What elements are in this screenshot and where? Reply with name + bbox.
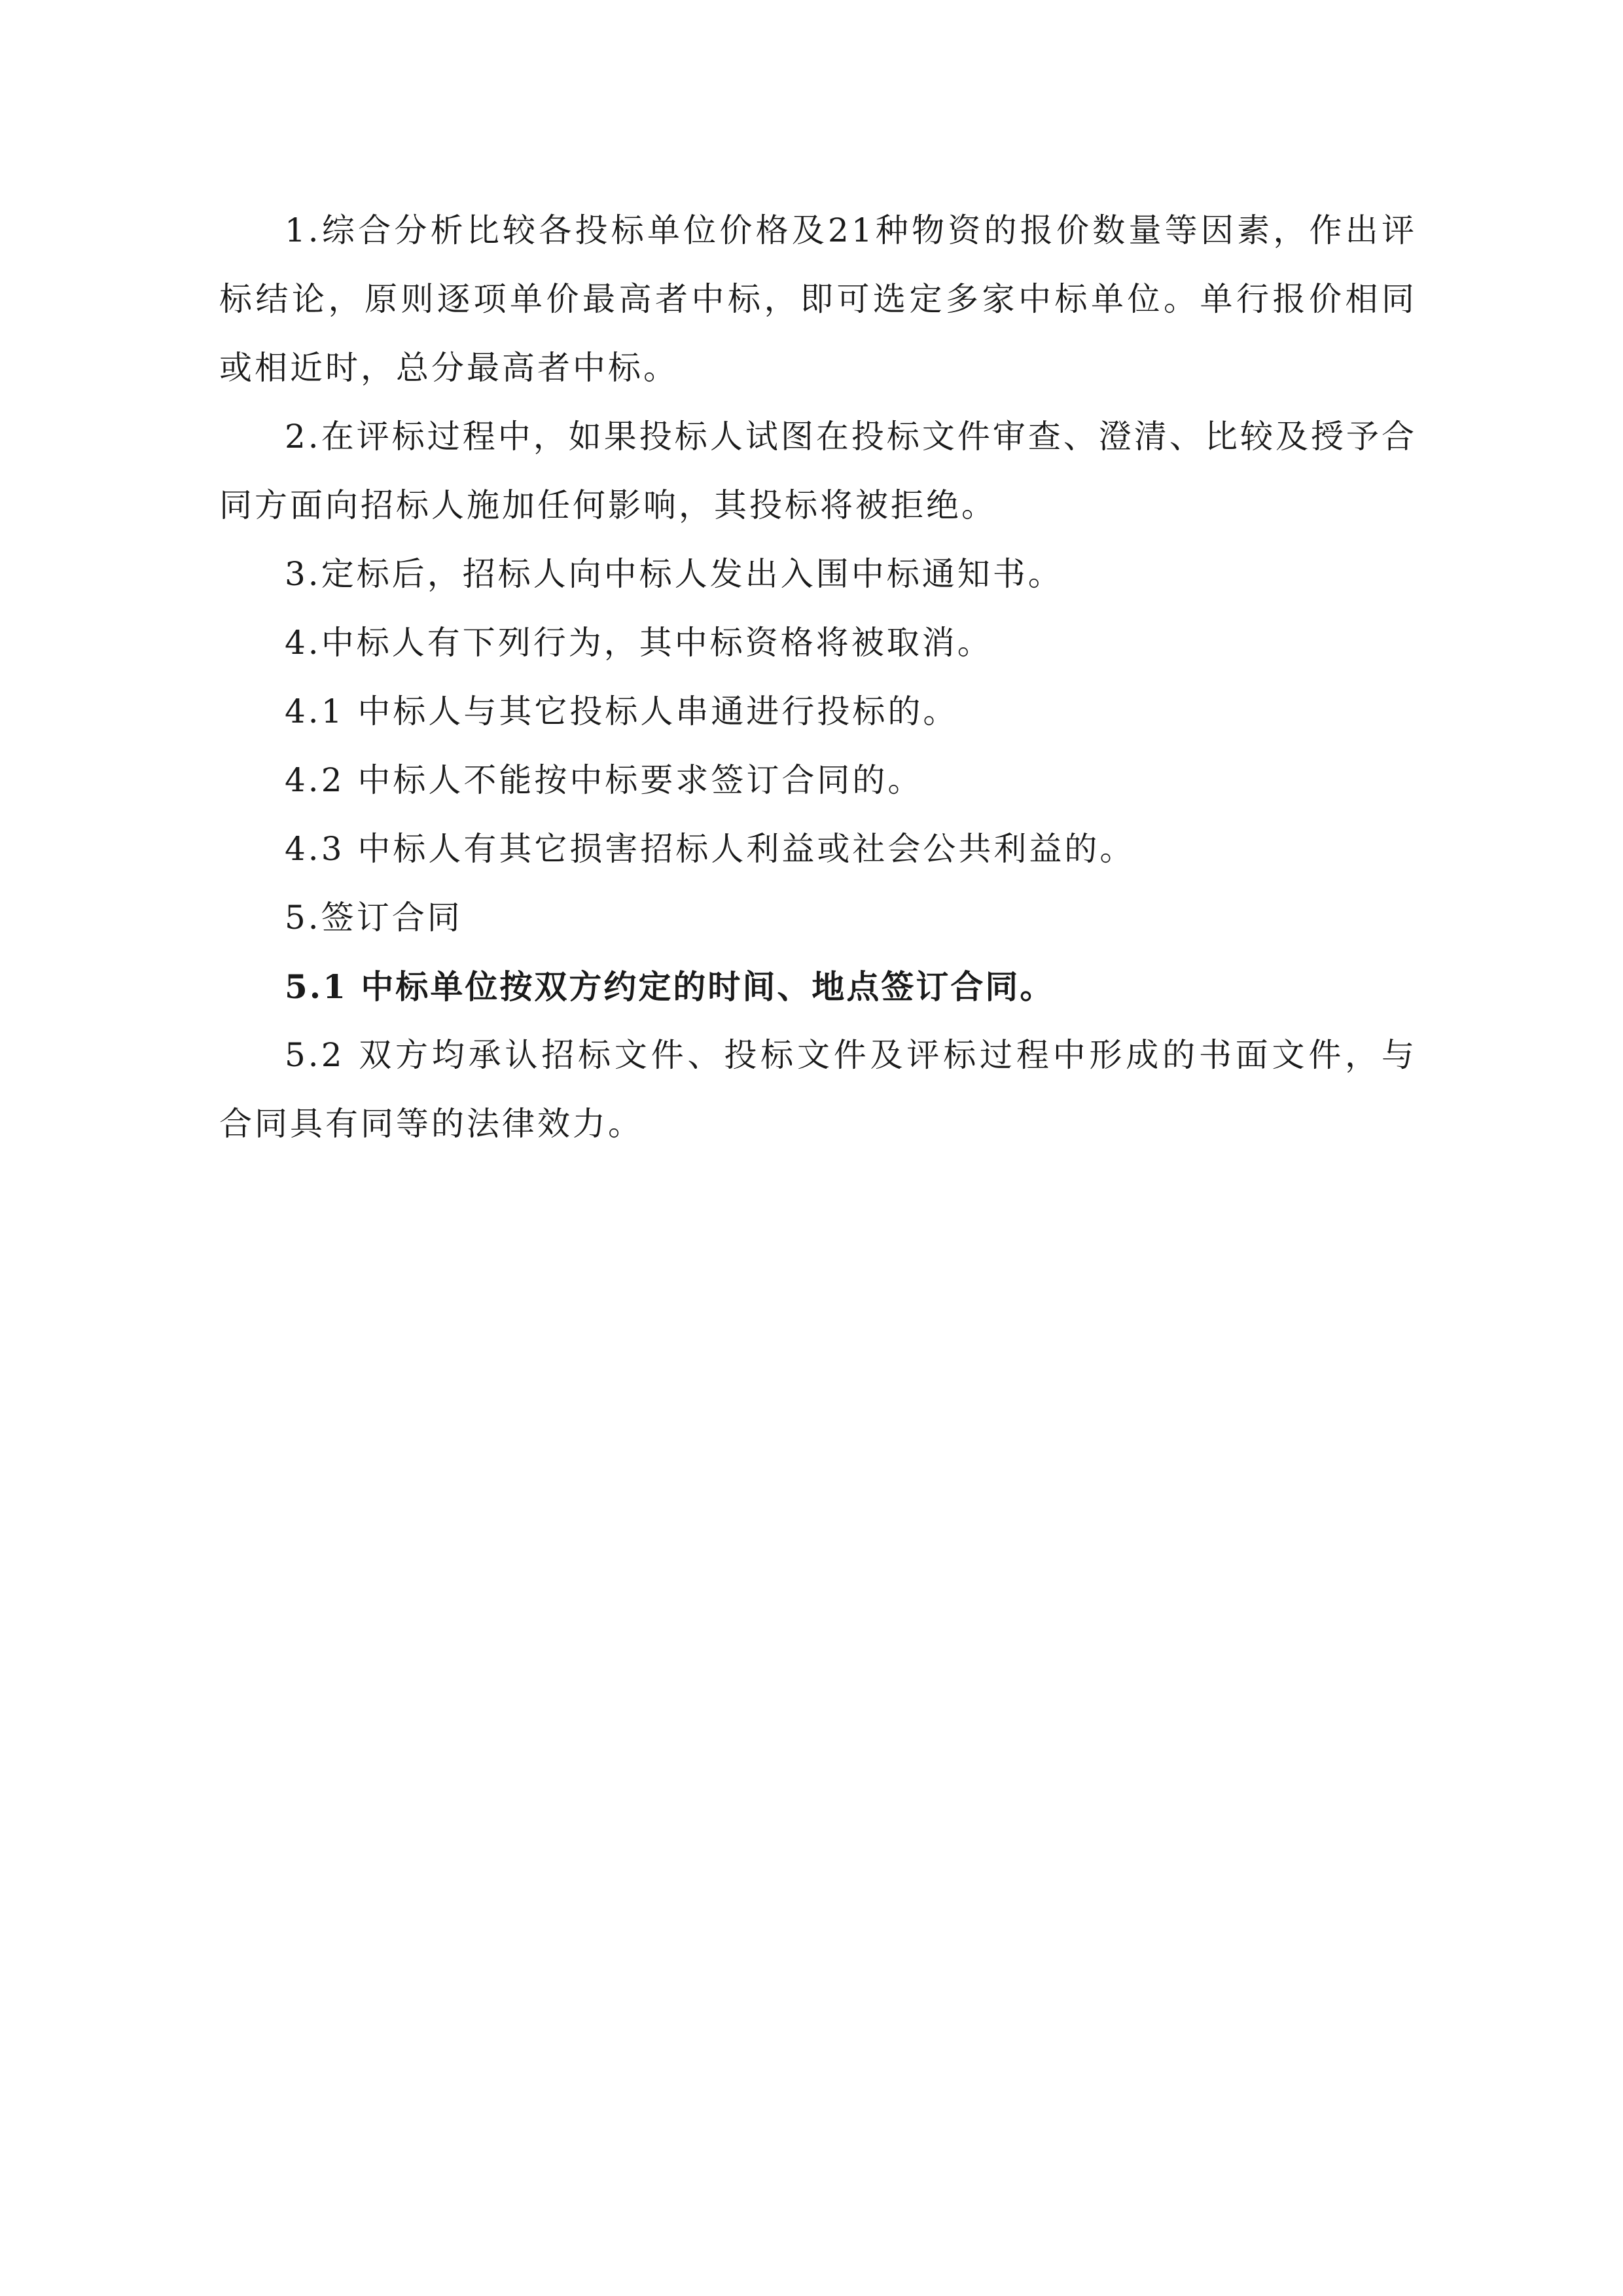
paragraph-sign-contract-heading: 5.签订合同 xyxy=(285,899,463,937)
paragraph-disqualification-4-2: 4.2 中标人不能按中标要求签订合同的。 xyxy=(285,761,923,799)
document-body xyxy=(219,196,1417,1158)
paragraph-disqualification: 4.中标人有下列行为，其中标资格将被取消。 xyxy=(285,624,993,662)
paragraph-sign-contract-5-2: 5.2 双方均承认招标文件、投标文件及评标过程中形成的书面文件，与合同具有同等的法律效力。 xyxy=(219,1036,1417,1143)
paragraph-award-notice: 3.定标后，招标人向中标人发出入围中标通知书。 xyxy=(285,555,1063,593)
paragraph-evaluation-method: 1.综合分析比较各投标单位价格及21种物资的报价数量等因素，作出评标结论，原则逐项单价最高者中标，即可选定多家中标单位。单行报价相同或相近时，总分最高者中标。 xyxy=(219,211,1417,387)
paragraph-sign-contract-5-1: 5.1 中标单位按双方约定的时间、地点签订合同。 xyxy=(285,967,1055,1006)
paragraph-bid-influence-rejection: 2.在评标过程中，如果投标人试图在投标文件审查、澄清、比较及授予合同方面向招标人施加任何影响，其投标将被拒绝。 xyxy=(219,418,1417,524)
paragraph-disqualification-4-3: 4.3 中标人有其它损害招标人利益或社会公共利益的。 xyxy=(285,830,1135,868)
paragraph-disqualification-4-1: 4.1 中标人与其它投标人串通进行投标的。 xyxy=(285,692,959,730)
